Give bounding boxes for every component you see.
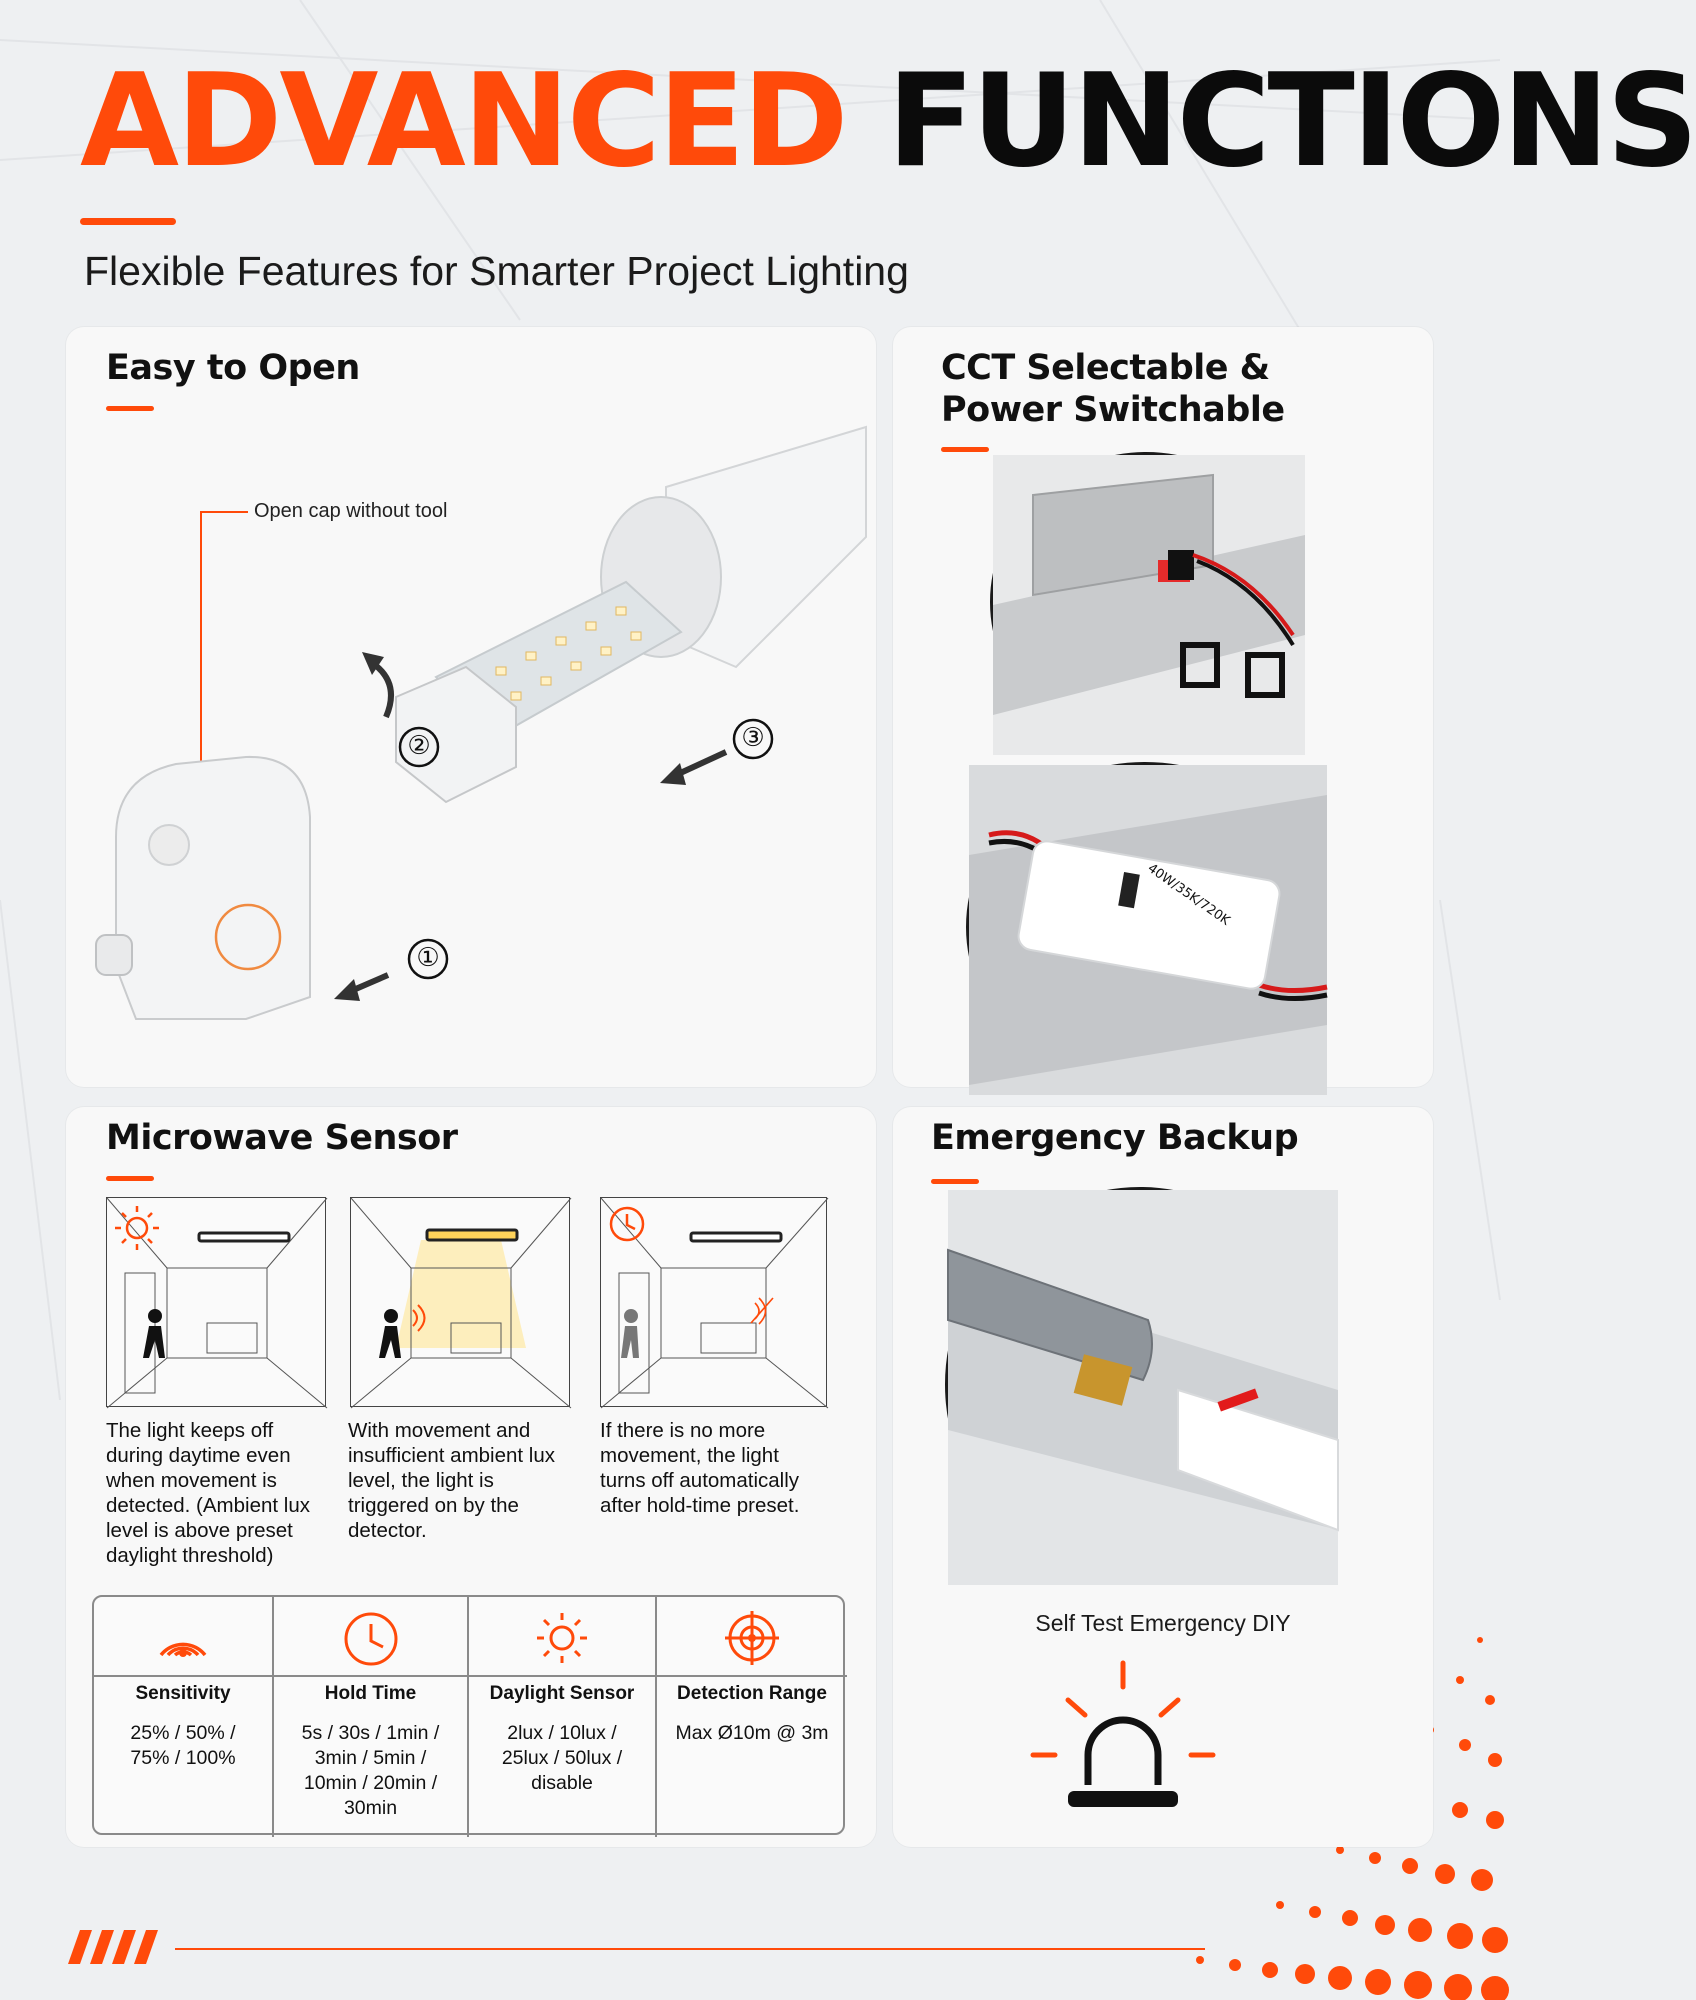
sensor-spec-table <box>92 1595 845 1835</box>
open-cap-callout: Open cap without tool <box>254 500 448 522</box>
cct-title-line2: Power Switchable <box>941 390 1285 430</box>
spec-hold-time <box>274 1597 469 1837</box>
scenario-hold-off <box>600 1197 827 1407</box>
switch-label: 40W/35K/720K <box>1144 860 1233 929</box>
microwave-underline <box>106 1176 154 1181</box>
motion-off-icon <box>751 1298 773 1324</box>
spec-sensitivity <box>94 1597 274 1837</box>
spec-label: Sensitivity <box>135 1683 231 1704</box>
spec-label: Daylight Sensor <box>489 1683 635 1704</box>
person-icon <box>621 1309 639 1358</box>
scenario-motion-on <box>350 1197 570 1407</box>
emergency-battery-photo <box>945 1187 1335 1582</box>
cct-dip-switch-photo <box>990 452 1302 752</box>
spec-detection-range <box>657 1597 847 1837</box>
microwave-title: Microwave Sensor <box>106 1118 458 1158</box>
spec-daylight-sensor <box>469 1597 657 1837</box>
title-main-word: FUNCTIONS <box>887 47 1696 196</box>
cct-title-line1: CCT Selectable & <box>941 348 1270 388</box>
clock-icon <box>341 1609 401 1667</box>
cct-panel <box>893 327 1433 1087</box>
title-accent-word: ADVANCED <box>80 47 846 196</box>
spec-value: 25% / 50% / 75% / 100% <box>130 1722 236 1769</box>
target-icon <box>722 1609 782 1667</box>
spec-value: 2lux / 10lux / 25lux / 50lux / disable <box>501 1722 623 1794</box>
spec-value: 5s / 30s / 1min / 3min / 5min / 10min / 20min / 30min <box>301 1722 440 1819</box>
person-icon <box>143 1309 165 1358</box>
signal-waves-icon <box>153 1609 213 1667</box>
power-switch-photo <box>966 762 1324 1092</box>
emergency-title: Emergency Backup <box>931 1118 1299 1158</box>
cct-underline <box>941 447 989 452</box>
clock-icon <box>611 1208 643 1240</box>
emergency-underline <box>931 1179 979 1184</box>
sun-icon <box>115 1206 159 1250</box>
footer-stripes <box>58 1930 158 1964</box>
emergency-beacon-icon <box>1033 1655 1253 1815</box>
spec-label: Detection Range <box>677 1683 827 1704</box>
easy-open-title: Easy to Open <box>106 348 360 388</box>
person-icon <box>379 1309 401 1358</box>
emergency-caption: Self Test Emergency DIY <box>1035 1610 1291 1636</box>
scenario-daytime <box>106 1197 326 1407</box>
scenario-motion-on-text: With movement and insufficient ambient lux level, the light is triggered on by the detector. <box>348 1419 556 1542</box>
page-title <box>80 47 1696 196</box>
sun-icon <box>532 1609 592 1667</box>
page-subtitle: Flexible Features for Smarter Project Lighting <box>84 248 909 294</box>
spec-label: Hold Time <box>324 1683 417 1704</box>
cct-title <box>941 347 1285 431</box>
title-underline <box>80 218 176 225</box>
scenario-hold-off-text: If there is no more movement, the light turns off automatically after hold-time preset. <box>600 1419 800 1517</box>
scenario-daytime-text: The light keeps off during daytime even when movement is detected. (Ambient lux level is above preset daylight threshold) <box>106 1419 310 1567</box>
spec-value: Max Ø10m @ 3m <box>675 1722 829 1744</box>
step-1-label: ① <box>416 942 440 972</box>
emergency-panel <box>893 1107 1433 1847</box>
footer-line <box>175 1948 1205 1950</box>
step-3-label: ③ <box>741 722 765 752</box>
step-2-label: ② <box>407 730 431 760</box>
easy-open-panel <box>66 327 876 1087</box>
